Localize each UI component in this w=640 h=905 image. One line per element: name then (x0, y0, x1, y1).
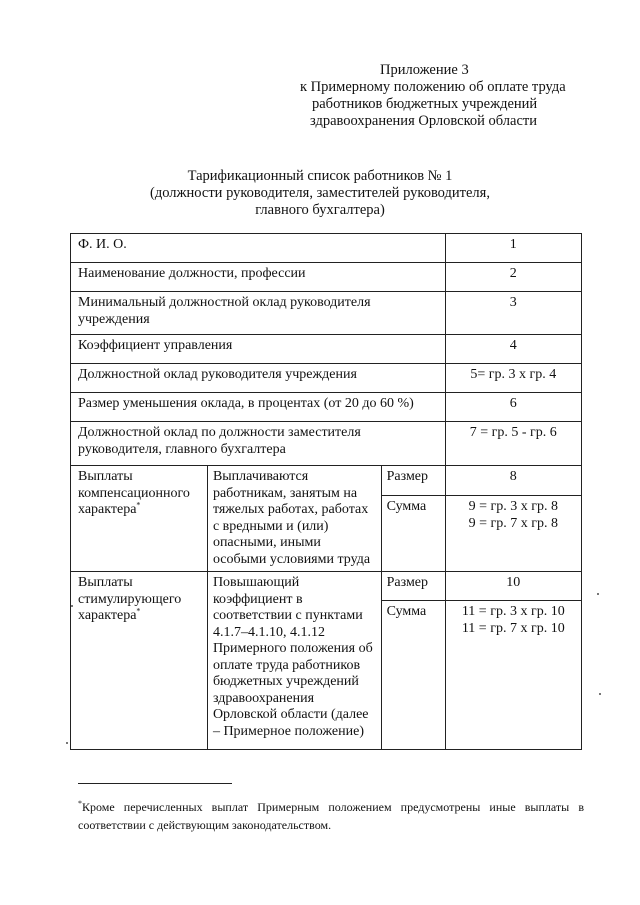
row-value: 1 (445, 234, 581, 263)
appendix-line-2: к Примерному положению об оплате труда (300, 79, 566, 95)
scan-dot (597, 593, 599, 595)
stim-sum-formula-1: 11 = гр. 3 х гр. 10 (461, 604, 565, 619)
row-label: Минимальный должностной оклад руководителя учреждения (71, 292, 446, 335)
table-row (71, 263, 582, 292)
row-value: 3 (445, 292, 581, 335)
table-row (71, 422, 582, 466)
comp-footnote-mark: * (136, 500, 141, 510)
stim-footnote-mark: * (136, 606, 141, 616)
scan-dot (71, 605, 73, 607)
comp-size-row (71, 466, 582, 496)
comp-payments-label: Выплаты компенсационного характера* (71, 466, 208, 572)
comp-sum-formula-2: 9 = гр. 7 х гр. 8 (468, 515, 558, 531)
stim-size-label: Размер (381, 572, 445, 601)
footnote-separator (78, 783, 232, 784)
stim-size-value: 10 (445, 572, 581, 601)
document-title (60, 168, 580, 219)
row-label: Коэффициент управления (71, 335, 446, 364)
title-line-3: главного бухгалтера) (255, 202, 385, 218)
table-row (71, 364, 582, 393)
row-label: Ф. И. О. (71, 234, 446, 263)
stim-sum-label: Сумма (381, 601, 445, 750)
appendix-number: Приложение 3 (380, 62, 469, 78)
comp-sum-label: Сумма (381, 496, 445, 572)
table-row (71, 292, 582, 335)
row-value: 5= гр. 3 х гр. 4 (445, 364, 581, 393)
row-value: 4 (445, 335, 581, 364)
stim-payments-label: Выплаты стимулирующего характера* (71, 572, 208, 750)
comp-sum-value (445, 496, 581, 572)
table-row (71, 393, 582, 422)
comp-size-label: Размер (381, 466, 445, 496)
appendix-line-3: работников бюджетных учреждений (312, 96, 538, 112)
title-line-2: (должности руководителя, заместителей руководителя, (150, 185, 490, 201)
appendix-header (300, 62, 600, 130)
title-line-1: Тарификационный список работников № 1 (187, 168, 453, 184)
table-row (71, 335, 582, 364)
comp-sum-formula-1: 9 = гр. 3 х гр. 8 (468, 499, 558, 515)
tariff-table (70, 233, 582, 750)
row-value: 6 (445, 393, 581, 422)
row-value: 7 = гр. 5 - гр. 6 (445, 422, 581, 466)
row-label: Должностной оклад руководителя учреждения (71, 364, 446, 393)
row-label: Должностной оклад по должности заместителя руководителя, главного бухгалтера (71, 422, 446, 466)
stim-sum-value (445, 601, 581, 750)
comp-payments-desc: Выплачиваются работникам, занятым на тяжелых работах, работах с вредными и (или) опасными, иными особыми условиями труда (207, 466, 381, 572)
scan-dot (599, 693, 601, 695)
appendix-line-4: здравоохранения Орловской области (310, 113, 537, 129)
stim-payments-desc: Повышающий коэффициент в соответствии с пунктами 4.1.7–4.1.10, 4.1.12 Примерного положения об оплате труда работников бюджетных учреждений здравоохранения Орловской области (далее – Примерное положение) (207, 572, 381, 750)
row-value: 2 (445, 263, 581, 292)
comp-size-value: 8 (445, 466, 581, 496)
stim-size-row (71, 572, 582, 601)
footnote-mark: * (78, 799, 82, 808)
row-label: Размер уменьшения оклада, в процентах (от 20 до 60 %) (71, 393, 446, 422)
footnote-text: Кроме перечисленных выплат Примерным положением предусмотрены иные выплаты в соответствии с действующим законодательством. (78, 800, 584, 832)
row-label: Наименование должности, профессии (71, 263, 446, 292)
stim-sum-formula-2: 11 = гр. 7 х гр. 10 (461, 620, 565, 636)
table-row (71, 234, 582, 263)
footnote (78, 798, 584, 834)
scan-dot (66, 742, 68, 744)
